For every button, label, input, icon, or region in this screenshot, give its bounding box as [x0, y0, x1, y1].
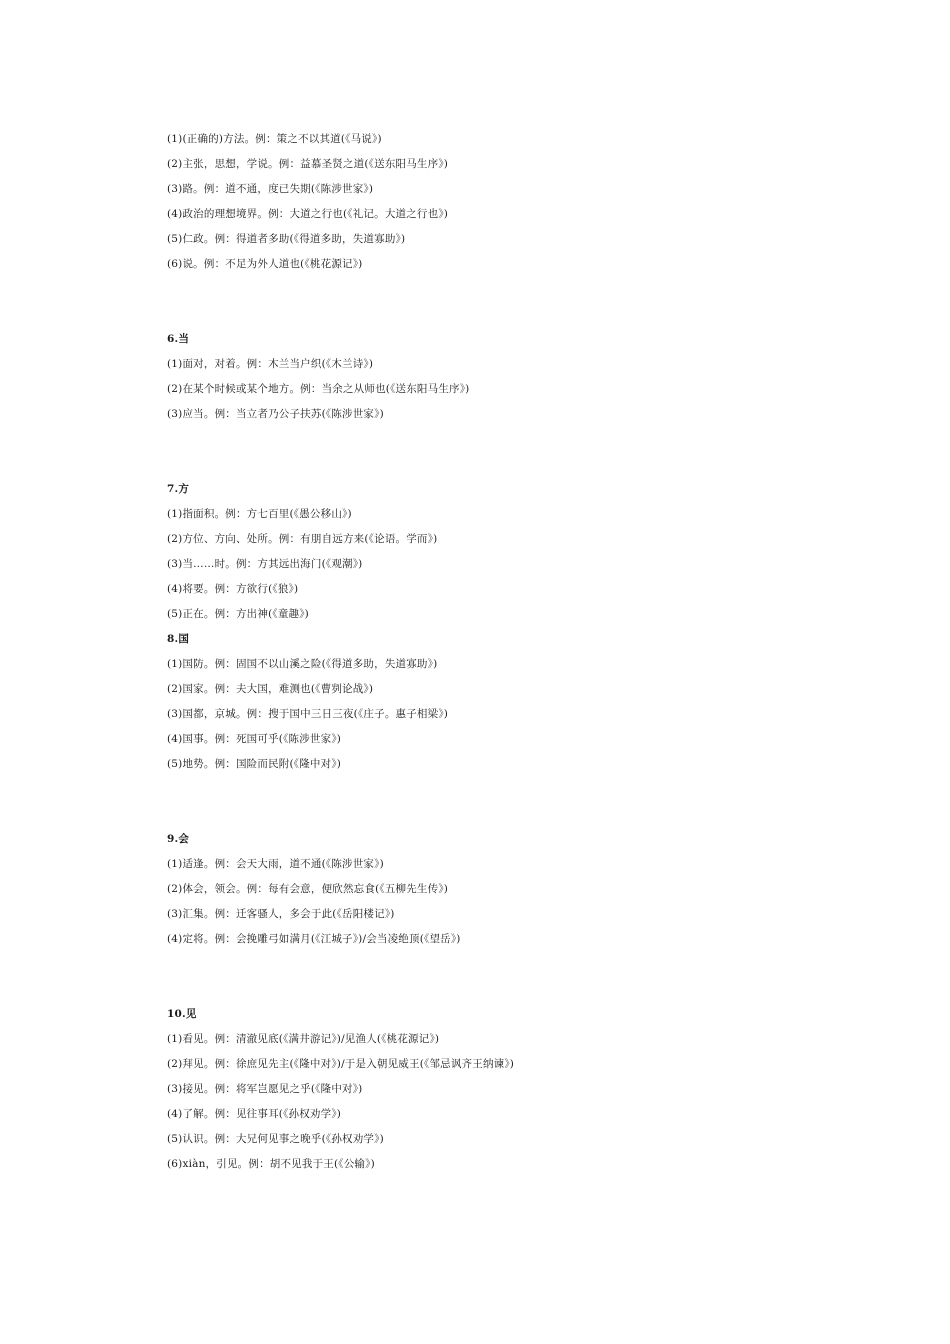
- section-fang: [167, 477, 867, 627]
- definition-line: (3)国都，京城。例：搜于国中三日三夜(《庄子。惠子相梁》): [167, 708, 449, 720]
- definition-line: (2)体会，领会。例：每有会意，便欣然忘食(《五柳先生传》): [167, 883, 449, 895]
- definition-line: (3)当……时。例：方其远出海门(《观潮》): [167, 558, 363, 570]
- section-heading: 10.见: [167, 1008, 197, 1020]
- definition-line: (3)路。例：道不通，度已失期(《陈涉世家》): [167, 183, 374, 195]
- definition-line: (6)说。例：不足为外人道也(《桃花源记》): [167, 258, 363, 270]
- definition-line: (5)地势。例：国险而民附(《隆中对》): [167, 758, 342, 770]
- definition-line: (1)指面积。例：方七百里(《愚公移山》): [167, 508, 352, 520]
- definition-line: (3)汇集。例：迁客骚人，多会于此(《岳阳楼记》): [167, 908, 395, 920]
- definition-line: (4)定将。例：会挽雕弓如满月(《江城子》)/会当凌绝顶(《望岳》): [167, 933, 461, 945]
- section-jian: [167, 1002, 867, 1177]
- definition-line: (2)国家。例：夫大国，难测也(《曹刿论战》): [167, 683, 374, 695]
- spacer: [167, 427, 867, 477]
- definition-line: (5)正在。例：方出神(《童趣》): [167, 608, 309, 620]
- definition-line: (1)国防。例：固国不以山溪之险(《得道多助，失道寡助》): [167, 658, 438, 670]
- spacer: [167, 952, 867, 1002]
- definition-line: (3)接见。例：将军岂愿见之乎(《隆中对》): [167, 1083, 363, 1095]
- section-dao-continued: [167, 127, 867, 277]
- definition-line: (1)适逢。例：会天大雨，道不通(《陈涉世家》): [167, 858, 384, 870]
- definition-line: (5)认识。例：大兄何见事之晚乎(《孙权劝学》): [167, 1133, 384, 1145]
- definition-line: (6)xiàn，引见。例：胡不见我于王(《公输》): [167, 1158, 375, 1170]
- definition-line: (4)政治的理想境界。例：大道之行也(《礼记。大道之行也》): [167, 208, 449, 220]
- definition-line: (4)国事。例：死国可乎(《陈涉世家》): [167, 733, 342, 745]
- definition-line: (2)方位、方向、处所。例：有朋自远方来(《论语。学而》): [167, 533, 438, 545]
- definition-line: (2)拜见。例：徐庶见先主(《隆中对》)/于是入朝见威王(《邹忌讽齐王纳谏》): [167, 1058, 515, 1070]
- definition-line: (1)看见。例：清澈见底(《满井游记》)/见渔人(《桃花源记》): [167, 1033, 440, 1045]
- section-heading: 8.国: [167, 633, 190, 645]
- document-content: [167, 127, 867, 1177]
- definition-line: (4)了解。例：见往事耳(《孙权劝学》): [167, 1108, 342, 1120]
- spacer: [167, 777, 867, 827]
- definition-line: (2)主张，思想，学说。例：益慕圣贤之道(《送东阳马生序》): [167, 158, 449, 170]
- section-heading: 7.方: [167, 483, 190, 495]
- definition-line: (1)(正确的)方法。例：策之不以其道(《马说》): [167, 133, 382, 145]
- definition-line: (4)将要。例：方欲行(《狼》): [167, 583, 299, 595]
- section-hui: [167, 827, 867, 952]
- section-guo: [167, 627, 867, 777]
- definition-line: (2)在某个时候或某个地方。例：当余之从师也(《送东阳马生序》): [167, 383, 470, 395]
- definition-line: (1)面对，对着。例：木兰当户织(《木兰诗》): [167, 358, 374, 370]
- definition-line: (3)应当。例：当立者乃公子扶苏(《陈涉世家》): [167, 408, 384, 420]
- section-heading: 6.当: [167, 333, 190, 345]
- spacer: [167, 277, 867, 327]
- definition-line: (5)仁政。例：得道者多助(《得道多助，失道寡助》): [167, 233, 406, 245]
- section-dang: [167, 327, 867, 427]
- section-heading: 9.会: [167, 833, 190, 845]
